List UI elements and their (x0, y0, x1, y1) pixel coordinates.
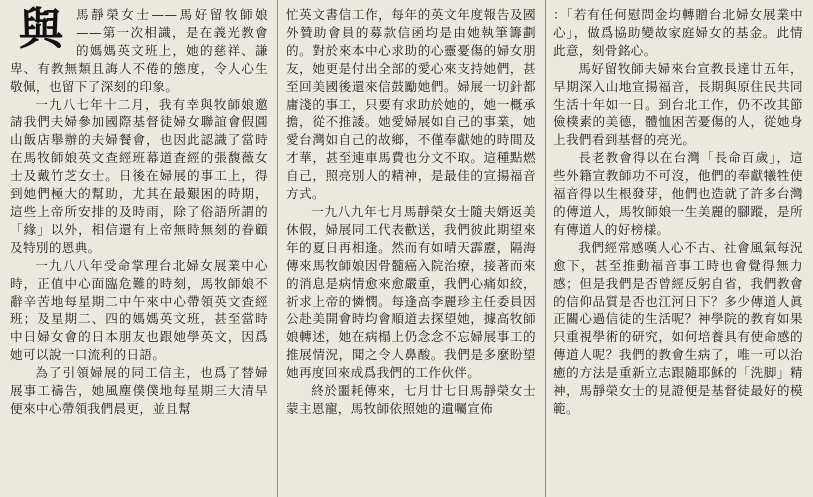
drop-cap: 與 (18, 4, 64, 55)
article-column-2 (286, 6, 536, 418)
paragraph (10, 6, 268, 96)
paragraph: 終於噩耗傳來，七月廿七日馬靜榮女士蒙主恩寵，馬牧師依照她的遺囑宣佈 (286, 383, 536, 416)
paragraph: ：「若有任何慰問金均轉贈台北婦女展業中心」，做爲協助變故家庭婦女的基金。此情此意，刻骨銘心。 (553, 7, 803, 58)
article-column-1 (10, 6, 268, 418)
paragraph: 我們經常感嘆人心不古、社會風氣每況愈下，甚至推動福音事工時也會覺得無力感；但是我們是否曾經反躬自省，我們教會的信仰品質是否也江河日下？多少傳道人眞正關心過信徒的生活呢？神學院的教育如果只重視學術的研究，如何培養具有使命感的傳道人呢？我們的教會生病了，唯一可以治癒的方法是重新立志跟隨耶穌的「洗脚」精神，馬靜榮女士的見證便是基督徒最好的模範。 (553, 239, 803, 416)
paragraph: 為了引領婦展的同工信主，也爲了替婦展事工禱告，她風塵僕僕地每星期三大清早便來中心帶領我們晨更，並且幫 (10, 365, 268, 416)
paragraph: 一九八八年受命掌理台北婦女展業中心時，正值中心面臨危難的時刻，馬牧師娘不辭辛苦地每星期二中午來中心帶領英文查經班；及星期二、四的媽媽英文班，甚至當時中日婦女會的日本朋友也跟她學英文，因爲她可以說一口流利的日語。 (10, 257, 268, 363)
paragraph: 馬好留牧師夫婦來台宣教長達廿五年，早期深入山地宣揚福音，長期與原住民共同生活十年如一日。到台北工作，仍不改其節儉樸素的美德，體恤困苦憂傷的人，從她身上我們看到基督的亮光。 (553, 60, 803, 148)
paragraph: 一九八七年十二月，我有幸與牧師娘邀請我們夫婦參加國際基督徒婦女聯誼會假圓山飯店舉辦的夫婦餐會，也因此認識了當時在馬牧師娘英文查經班幕道査經的張馥薇女士及戴竹芝女士。日後在婦展的事工上，得到她們極大的幫助，尤其在最艱困的時期，這些上帝所安排的及時雨，除了俗語所謂的「緣」以外，相信還有上帝無時無刻的眷顧及特別的恩典。 (10, 96, 268, 255)
paragraph-text: 馬靜榮女士——馬好留牧師娘——第一次相識，是在義光教會的媽媽英文班上，她的慈祥、謙卑、有教無類且誨人不倦的態度，令人心生敬佩，也留下了深刻的印象。 (10, 7, 268, 94)
article-column-3 (553, 6, 803, 418)
paragraph: 忙英文書信工作，每年的英文年度報告及國外贊助會員的募款信函均是由她執筆籌劃的。對於來本中心求助的心靈憂傷的婦女朋友，她更是付出全部的愛心來支持她們，甚至回美國後還來信鼓勵她們。婦展一切針都庸淺的事工，只要有求助於她的，她一概承擔，從不推諉。她愛婦展如自己的事業，她愛台灣如自己的故鄉，不僅奉獻她的時間及才華，甚至連車馬費也分文不取。這種點燃自己，照亮別人的精神，是最佳的宣揚福音方式。 (286, 7, 536, 202)
paragraph: 長老教會得以在台灣「長命百歲」，這些外籍宣教師功不可沒，他們的奉獻犧牲使福音得以生根發芽，他們也造就了許多台灣的傳道人，馬牧師娘一生美麗的腳蹤，是所有傳道人的好榜樣。 (553, 150, 803, 237)
paragraph: 一九八九年七月馬靜榮女士隨夫婿返美休假，婦展同工代表歡送，我們彼此期望來年的夏日再相逢。然而有如晴天霹靂，隔海傳來馬牧師娘因骨髓癌入院治療，接著而來的消息是病情愈來愈嚴重，我們心痛如絞，祈求上帝的憐憫。每逢高李麗珍主任委員因公赴美開會時均會順道去探望她，據高牧師娘轉述，她在病榻上仍念念不忘婦展事工的推展情況，聞之令人鼻酸。我們是多麼盼望她再度回來成爲我們的工作伙伴。 (286, 203, 536, 381)
column-divider (277, 0, 278, 497)
column-divider (545, 0, 546, 497)
